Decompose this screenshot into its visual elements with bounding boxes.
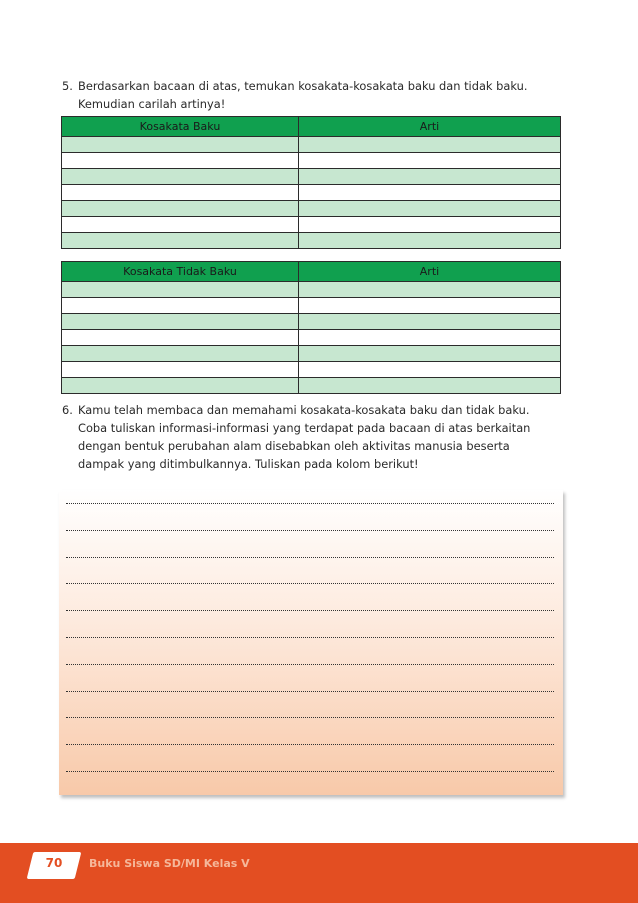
table-cell[interactable] [299, 185, 561, 201]
table-cell[interactable] [299, 314, 561, 330]
table-row [62, 233, 561, 249]
table-cell[interactable] [62, 330, 299, 346]
table-row [62, 201, 561, 217]
footer-band [0, 843, 638, 903]
table-cell[interactable] [299, 153, 561, 169]
writing-line[interactable] [66, 557, 554, 558]
table-cell[interactable] [62, 346, 299, 362]
question-line: dampak yang ditimbulkannya. Tuliskan pada kolom berikut! [78, 457, 419, 471]
table-row [62, 153, 561, 169]
table-header-row [62, 117, 561, 137]
book-title: Buku Siswa SD/MI Kelas V [89, 857, 250, 870]
question-number: 5. [62, 79, 73, 93]
column-header: Arti [299, 262, 561, 282]
table-cell[interactable] [299, 137, 561, 153]
table-row [62, 298, 561, 314]
table-cell[interactable] [62, 169, 299, 185]
column-header: Arti [299, 117, 561, 137]
question-text [78, 77, 562, 113]
table-row [62, 137, 561, 153]
writing-line[interactable] [66, 530, 554, 531]
question-number: 6. [62, 403, 73, 417]
table-row [62, 378, 561, 394]
table-cell[interactable] [62, 362, 299, 378]
table-row [62, 314, 561, 330]
table-cell[interactable] [62, 217, 299, 233]
table-header-row [62, 262, 561, 282]
question-line: Coba tuliskan informasi-informasi yang terdapat pada bacaan di atas berkaitan [78, 421, 531, 435]
writing-line[interactable] [66, 717, 554, 718]
table-cell[interactable] [299, 233, 561, 249]
table-cell[interactable] [299, 169, 561, 185]
question-line: dengan bentuk perubahan alam disebabkan oleh aktivitas manusia beserta [78, 439, 510, 453]
table-cell[interactable] [299, 201, 561, 217]
table-row [62, 169, 561, 185]
writing-line[interactable] [66, 610, 554, 611]
table-cell[interactable] [299, 217, 561, 233]
table-cell[interactable] [299, 378, 561, 394]
table-cell[interactable] [62, 153, 299, 169]
page-number: 70 [45, 856, 63, 870]
question-line: Kemudian carilah artinya! [78, 97, 226, 111]
table-row [62, 185, 561, 201]
table-row [62, 282, 561, 298]
writing-line[interactable] [66, 583, 554, 584]
question-line: Berdasarkan bacaan di atas, temukan kosakata-kosakata baku dan tidak baku. [78, 79, 528, 93]
table-row [62, 346, 561, 362]
column-header: Kosakata Baku [62, 117, 299, 137]
table-kosakata-tidak-baku [61, 261, 561, 394]
writing-line[interactable] [66, 637, 554, 638]
table-kosakata-baku [61, 116, 561, 249]
writing-line[interactable] [66, 691, 554, 692]
answer-writing-box[interactable] [59, 490, 563, 795]
table-cell[interactable] [62, 378, 299, 394]
table-cell[interactable] [299, 330, 561, 346]
table-cell[interactable] [62, 314, 299, 330]
writing-line[interactable] [66, 771, 554, 772]
table-cell[interactable] [62, 282, 299, 298]
column-header: Kosakata Tidak Baku [62, 262, 299, 282]
writing-line[interactable] [66, 744, 554, 745]
table-cell[interactable] [62, 201, 299, 217]
writing-line[interactable] [66, 503, 554, 504]
question-line: Kamu telah membaca dan memahami kosakata-kosakata baku dan tidak baku. [78, 403, 530, 417]
table-row [62, 362, 561, 378]
table-cell[interactable] [299, 346, 561, 362]
question-6 [62, 401, 562, 473]
table-cell[interactable] [62, 298, 299, 314]
table-row [62, 330, 561, 346]
writing-line[interactable] [66, 664, 554, 665]
table-cell[interactable] [299, 282, 561, 298]
question-5 [62, 77, 562, 113]
table-row [62, 217, 561, 233]
table-cell[interactable] [62, 233, 299, 249]
table-cell[interactable] [299, 362, 561, 378]
table-cell[interactable] [62, 185, 299, 201]
table-cell[interactable] [62, 137, 299, 153]
question-text [78, 401, 562, 473]
table-cell[interactable] [299, 298, 561, 314]
